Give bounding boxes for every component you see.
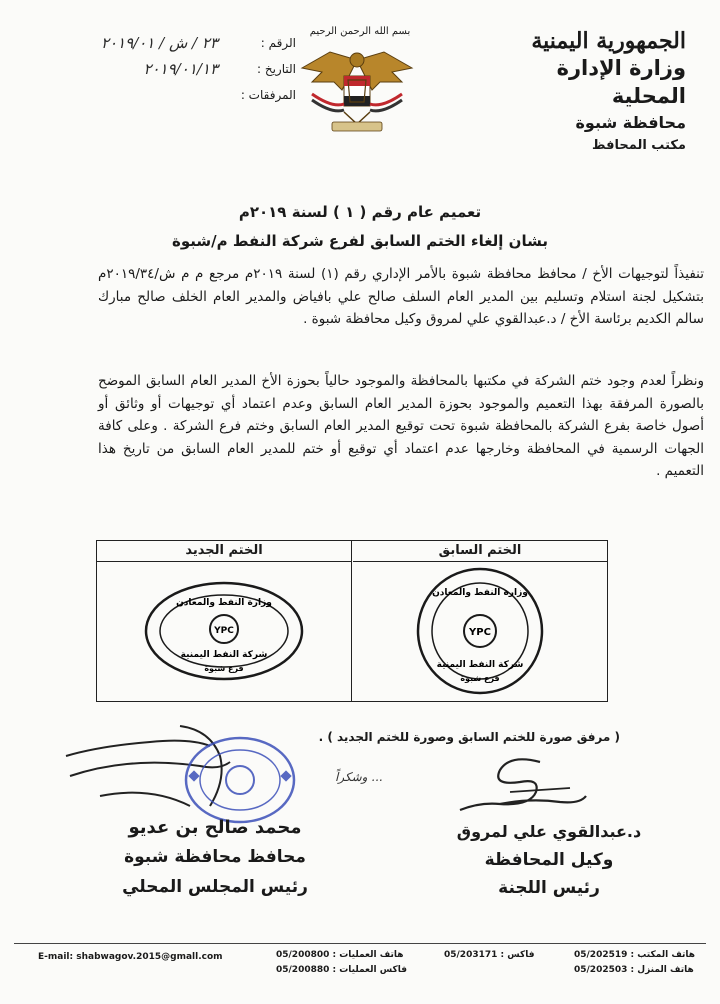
governor-seal-icon	[180, 734, 300, 826]
reference-block	[6, 30, 296, 108]
footer-ops-phone: هاتف العمليات : 05/200800	[276, 950, 404, 960]
republic-name: الجمهورية اليمنية	[531, 28, 686, 54]
old-stamp-top: وزارة النفط والمعادن	[432, 588, 528, 598]
governorate-name: محافظة شبوة	[575, 113, 686, 132]
basmala: بسم الله الرحمن الرحيم	[309, 26, 411, 37]
governor-name: محمد صالح بن عديو	[128, 817, 302, 838]
old-stamp-mid: شركة النفط اليمنية	[436, 660, 524, 670]
date-row	[6, 56, 296, 82]
date-value: ۲۰۱۹/۰۱/۱۳	[143, 60, 218, 78]
body-paragraph-1: تنفيذاً لتوجيهات الأخ / محافظ محافظة شبوة بالأمر الإداري رقم (١) لسنة ٢٠١٩م مرجع م م ش/٢٠١٩/٣٤م بتشكيل لجنة استلام وتسليم بين المدير العام السلف صالح علي بافياض والمدير العام الخلف صالح مبارك سالم الكديم برئاسة الأخ / د.عبدالقوي علي لمروق وكيل محافظة شبوة .	[98, 266, 704, 327]
circular-title: تعميم عام رقم ( ١ ) لسنة ٢٠١٩م	[238, 203, 482, 221]
committee-chair: رئيس اللجنة	[498, 878, 600, 898]
deputy-signature-block	[454, 818, 644, 902]
footer-divider	[14, 943, 706, 944]
footer-email: E-mail: shabwagov.2015@gmall.com	[38, 952, 223, 962]
letterhead-right	[486, 28, 686, 156]
new-stamp-logo: YPC	[214, 626, 234, 636]
old-stamp-cell	[353, 541, 607, 701]
new-stamp-cell	[97, 541, 352, 701]
new-stamp-label: الختم الجديد	[97, 541, 351, 562]
eagle-emblem-icon	[282, 38, 432, 138]
attachments-label: المرفقات :	[240, 88, 296, 102]
footer-ops-fax: فاكس العمليات : 05/200880	[276, 965, 407, 975]
new-stamp-top: وزارة النفط والمعادن	[176, 598, 272, 608]
ref-label: الرقم :	[260, 36, 296, 50]
governor-signature-block	[90, 814, 340, 902]
footer-fax: فاكس : 05/203171	[444, 950, 535, 960]
ref-value: ۲۳ / ش / ۲۰۱۹/۰۱	[100, 34, 218, 52]
new-stamp-icon	[97, 561, 351, 699]
circular-subject: بشان إلغاء الختم السابق لفرع شركة النفط م/شبوة	[172, 232, 548, 250]
footer-office-phone: هاتف المكتب : 05/202519	[574, 950, 696, 960]
council-chair: رئيس المجلس المحلي	[122, 877, 308, 897]
deputy-role: وكيل المحافظة	[484, 850, 614, 870]
office-name: مكتب المحافظ	[592, 138, 686, 153]
date-label: التاريخ :	[256, 62, 296, 76]
attachment-note: ( مرفق صورة للختم السابق وصورة للختم الجديد ) .	[318, 730, 620, 744]
old-stamp-label: الختم السابق	[353, 541, 607, 562]
deputy-name: د.عبدالقوي علي لمروق	[456, 822, 642, 841]
governor-role: محافظ محافظة شبوة	[124, 847, 306, 867]
attachments-row	[6, 82, 296, 108]
ref-row	[6, 30, 296, 56]
footer	[14, 948, 706, 984]
new-stamp-mid: شركة النفط اليمنية	[180, 650, 268, 660]
footer-home-phone: هاتف المنزل : 05/202503	[574, 965, 694, 975]
deputy-signature-icon	[440, 752, 590, 822]
ministry-name: وزارة الإدارة المحلية	[556, 56, 686, 108]
thanks-text: وشكراً ...	[335, 770, 383, 784]
old-stamp-icon	[353, 561, 607, 699]
body-paragraph-2: ونظراً لعدم وجود ختم الشركة في مكتبها بالمحافظة والموجود حالياً بحوزة الأخ المدير العام السابق الموضح بالصورة المرفقة بهذا التعميم والموجود بحوزة المدير العام السابق وعدم اعتماد أي توجيهات أو وثائق أو أصول خاصة بفرع الشركة بالمحافظة شبوة تحت توقيع المدير العام السابق وختم فرع الشركة . وعلى كافة الجهات الرسمية في المحافظة وخارجها عدم اعتماد أي توقيع أو ختم للمدير العام السابق من تاريخ هذا التعميم .	[98, 373, 704, 479]
old-stamp-logo: YPC	[469, 627, 491, 638]
stamps-table	[96, 540, 608, 702]
old-stamp-bottom: فرع شبوة	[460, 674, 500, 683]
new-stamp-bottom: فرع شبوة	[204, 664, 244, 673]
